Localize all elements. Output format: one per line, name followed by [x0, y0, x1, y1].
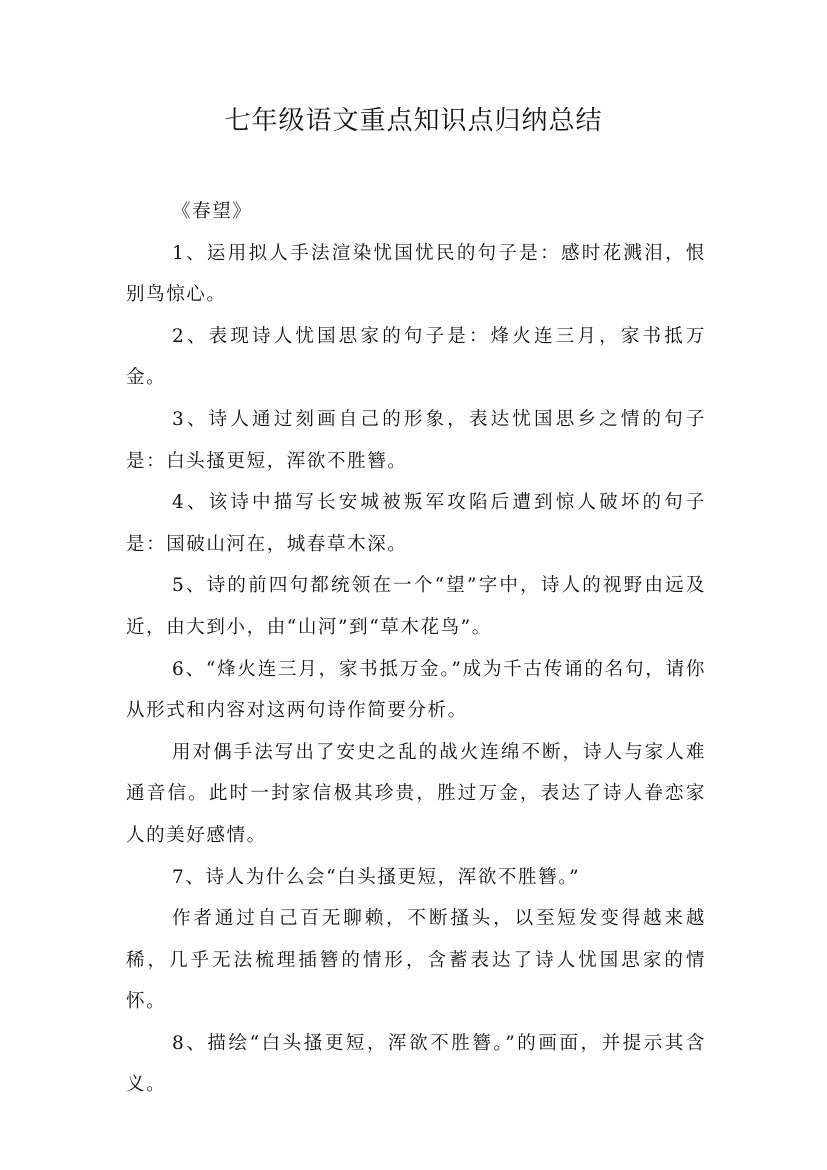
- paragraph-2: 2、表现诗人忧国思家的句子是：烽火连三月，家书抵万金。: [126, 325, 706, 389]
- paragraph-1: 1、运用拟人手法渲染忧国忧民的句子是：感时花溅泪，恨别鸟惊心。: [126, 242, 706, 306]
- paragraph-6: 6、“烽火连三月，家书抵万金。”成为千古传诵的名句，请你从形式和内容对这两句诗作简要分析。: [126, 658, 706, 722]
- paragraph-3: 3、诗人通过刻画自己的形象，表达忧国思乡之情的句子是：白头搔更短，浑欲不胜簪。: [126, 408, 706, 472]
- answer-6: 用对偶手法写出了安史之乱的战火连绵不断，诗人与家人难通音信。此时一封家信极其珍贵，胜过万金，表达了诗人眷恋家人的美好感情。: [126, 741, 706, 846]
- paragraph-8: 8、描绘“白头搔更短，浑欲不胜簪。”的画面，并提示其含义。: [126, 1032, 706, 1096]
- poem-title: 《春望》: [172, 201, 253, 222]
- answer-7: 作者通过自己百无聊赖，不断搔头，以至短发变得越来越稀，几乎无法梳理插簪的情形，含蓄表达了诗人忧国思家的情怀。: [126, 908, 706, 1013]
- paragraph-4: 4、该诗中描写长安城被叛军攻陷后遭到惊人破坏的句子是：国破山河在，城春草木深。: [126, 492, 706, 555]
- paragraph-7: 7、诗人为什么会“白头搔更短，浑欲不胜簪。”: [172, 866, 581, 888]
- document-title: 七年级语文重点知识点归纳总结: [224, 106, 603, 136]
- document-body: [126, 191, 706, 1106]
- paragraph-5: 5、诗的前四句都统领在一个“望”字中，诗人的视野由远及近，由大到小，由“山河”到“草木花鸟”。: [126, 575, 706, 638]
